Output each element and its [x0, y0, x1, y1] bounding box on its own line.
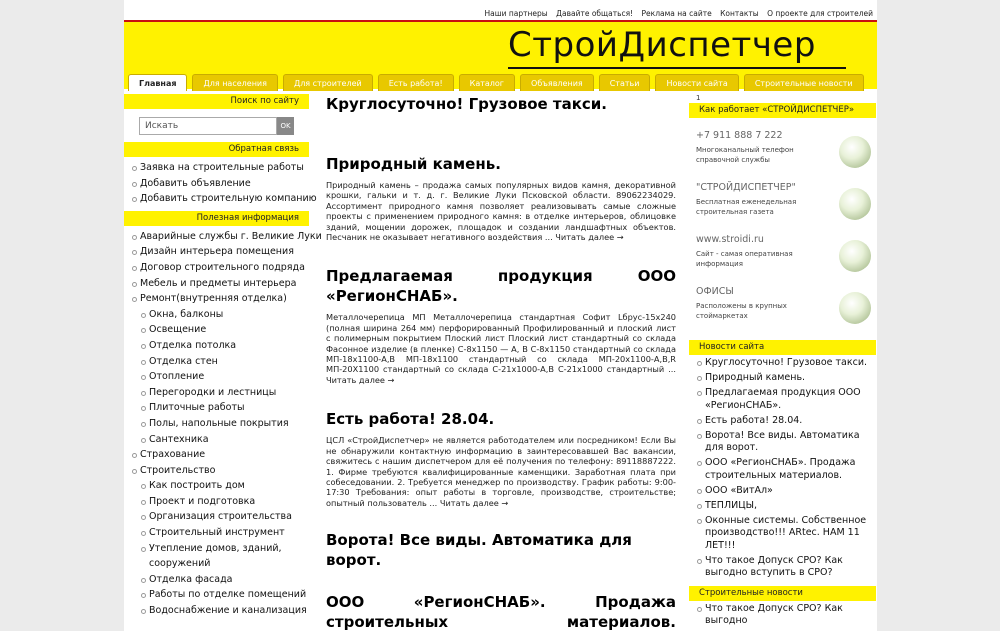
article-title[interactable]: ООО «РегионСНАБ». Продажа строительных материалов. [326, 593, 676, 631]
feedback-links [124, 157, 317, 211]
useful-link[interactable]: Отделка стен [124, 354, 309, 370]
promo-block[interactable] [689, 234, 876, 284]
news-item[interactable]: Что такое Допуск СРО? Как выгодно вступить в СРО? [689, 553, 876, 580]
top-link-chat[interactable]: Давайте общаться! [556, 9, 634, 18]
top-link-ads[interactable]: Реклама на сайте [641, 9, 712, 18]
article [326, 266, 676, 385]
office-man-icon [839, 292, 871, 324]
news-item[interactable]: Предлагаемая продукция ООО «РегионСНАБ». [689, 385, 876, 412]
promo-desc: Расположены в крупных стоймаркетах [696, 302, 787, 320]
top-link-partners[interactable]: Наши партнеры [484, 9, 548, 18]
promo-desc: Многоканальный телефон справочной службы [696, 146, 794, 164]
main-content [326, 94, 676, 631]
article [326, 592, 676, 631]
article-excerpt [326, 435, 676, 508]
article-title[interactable]: Есть работа! 28.04. [326, 410, 495, 429]
main-nav [128, 74, 869, 91]
search-form [124, 109, 309, 142]
feedback-link[interactable]: Добавить объявление [124, 176, 309, 192]
build-news-title: Строительные новости [689, 586, 876, 601]
useful-links [124, 226, 322, 623]
how-title: Как работает «СТРОЙДИСПЕТЧЕР» [689, 103, 876, 118]
news-item[interactable]: ТЕПЛИЦЫ, [689, 498, 876, 513]
promo-title: ОФИСЫ [696, 286, 734, 297]
page [124, 0, 877, 631]
useful-link[interactable]: Сантехника [124, 432, 309, 448]
article-title[interactable]: Предлагаемая продукция ООО «РегионСНАБ». [326, 267, 676, 306]
read-more-link[interactable]: Читать далее → [326, 374, 395, 385]
useful-link[interactable]: Дизайн интерьера помещения [124, 244, 309, 260]
promo-list [689, 130, 876, 336]
news-item[interactable]: Природный камень. [689, 370, 876, 385]
promo-desc: Сайт - самая оперативная информация [696, 250, 793, 268]
site-logo[interactable] [508, 25, 816, 65]
useful-title: Полезная информация [124, 211, 309, 226]
article-excerpt [326, 180, 676, 242]
news-item[interactable]: Что такое Допуск СРО? Как выгодно [689, 601, 876, 628]
article [326, 94, 676, 114]
promo-block[interactable] [689, 182, 876, 232]
useful-link[interactable]: Договор строительного подряда [124, 260, 309, 276]
tab-articles[interactable]: Статьи [599, 74, 651, 91]
logo-part2: Диспетчер [618, 25, 816, 65]
useful-link[interactable]: Отопление [124, 369, 309, 385]
logo-underline [508, 67, 846, 69]
phone-girl-icon [839, 136, 871, 168]
search-input[interactable]: Искать [139, 117, 277, 135]
useful-link[interactable]: Строительный инструмент [124, 525, 309, 541]
tab-ads[interactable]: Объявления [520, 74, 594, 91]
useful-link[interactable]: сооружений [149, 558, 211, 570]
read-more-link[interactable]: Читать далее → [439, 497, 509, 508]
useful-link[interactable]: Как построить дом [124, 478, 309, 494]
useful-link[interactable]: Освещение [124, 322, 309, 338]
article [326, 530, 676, 570]
useful-link[interactable]: Перегородки и лестницы [124, 385, 309, 401]
useful-link[interactable]: Строительство [124, 463, 309, 479]
promo-desc: Бесплатная еженедельная строительная газета [696, 198, 797, 216]
logo-part1: Строй [508, 25, 619, 65]
promo-title: www.stroidi.ru [696, 234, 764, 245]
tab-build-news[interactable]: Строительные новости [744, 74, 864, 91]
article-excerpt [326, 312, 676, 385]
news-item[interactable]: ООО «РегионСНАБ». Продажа строительных материалов. [689, 455, 876, 482]
laptop-icon [839, 240, 871, 272]
feedback-link[interactable]: Добавить строительную компанию [124, 191, 309, 207]
top-links [479, 9, 873, 18]
promo-block[interactable] [689, 130, 876, 180]
useful-link[interactable]: Организация строительства [124, 509, 309, 525]
newspaper-icon [839, 188, 871, 220]
article-title[interactable]: Ворота! Все виды. Автоматика для ворот. [326, 531, 632, 570]
tab-for-people[interactable]: Для населения [192, 74, 277, 91]
promo-title: "СТРОЙДИСПЕТЧЕР" [696, 182, 796, 193]
article [326, 154, 676, 242]
article-text: ЦСЛ «СтройДиспетчер» не является работодателем или посредником! Если Вы не обнаружили контактную информацию в заинтересовавшей Вас вакансии, свяжитесь с нашим диспетчером для её получения по телефону: 89118887222. 1. Фирме требуются квалифицированные каменщики. Заработная плата при собеседовании. 2. Требуется менеджер по производству. График работы: 9:00-17:30 Требования: опыт работы в торговле, производстве, строительстве; опытный пользователь ... [326, 435, 676, 508]
useful-link[interactable]: Работы по отделке помещений [124, 587, 309, 603]
article-title[interactable]: Круглосуточно! Грузовое такси. [326, 95, 607, 113]
useful-link[interactable]: Мебель и предметы интерьера [124, 276, 309, 292]
counter: 1 [696, 94, 701, 102]
tab-catalog[interactable]: Каталог [459, 74, 515, 91]
useful-link[interactable]: Плиточные работы [124, 400, 309, 416]
article-text: Металлочерепица МП Металлочерепица стандартная Софит Lбрус-15х240 (полная ширина 264 мм) перфорированный Профилированный и плоский лист с полимерным покрытием Плоский лист Плоский лист стандартный со склада Фасонное изделие (в пленке) С-8х1150 — А, В С-8х1150 стандартный со склада МП-18х1100-А,В МП-18х1100 стандартный со склада МП-20х1100-А,В,R МП-20Х1100 стандартный со склада С-21х1000-А,В С-21х1000 стандартный ... [326, 312, 676, 375]
left-sidebar [124, 94, 322, 623]
right-sidebar [689, 94, 876, 629]
news-item[interactable]: Оконные системы. Собственное производство!!! ARtec. НАМ 11 ЛЕТ!!! [689, 513, 876, 553]
useful-link[interactable]: Водоснабжение и канализация [124, 603, 309, 619]
useful-link[interactable]: Аварийные службы г. Великие Луки [124, 229, 309, 245]
useful-link[interactable]: Ремонт(внутренняя отделка) [124, 291, 309, 307]
useful-link[interactable]: Проект и подготовка [124, 494, 309, 510]
article [326, 409, 676, 508]
useful-link[interactable]: Отделка фасада [124, 572, 309, 588]
useful-link[interactable]: Окна, балконы [124, 307, 309, 323]
search-button[interactable]: OK [277, 117, 294, 135]
feedback-link[interactable]: Заявка на строительные работы [124, 160, 309, 176]
feedback-title: Обратная связь [124, 142, 309, 157]
news-item[interactable]: Круглосуточно! Грузовое такси. [689, 355, 876, 370]
news-item[interactable]: Есть работа! 28.04. [689, 413, 876, 428]
news-list [689, 355, 876, 580]
useful-link[interactable]: Страхование [124, 447, 309, 463]
promo-block[interactable] [689, 286, 876, 336]
article-text: Природный камень – продажа самых популярных видов камня, декоративной крошки, гальки и т. д. г. Великие Луки Псковской области. 89062234029. Ассортимент природного камня позволяет реализовывать самые сложные проекты с применением природного камня: в отделке интерьеров, облицовке зданий, мощении дорожек, площадок и создании ландшафтных объектов. Песчаник не оказывает негативного воздействия ... [326, 180, 676, 243]
news-item[interactable]: Ворота! Все виды. Автоматика для ворот. [689, 428, 876, 455]
build-news-list [689, 601, 876, 628]
article-title[interactable]: Природный камень. [326, 155, 501, 173]
top-link-about[interactable]: О проекте для строителей [767, 9, 873, 18]
useful-link[interactable]: Утепление домов, зданий, [124, 541, 309, 557]
search-title: Поиск по сайту [124, 94, 309, 109]
useful-link[interactable]: Отделка потолка [124, 338, 309, 354]
tab-jobs[interactable]: Есть работа! [378, 74, 454, 91]
useful-link[interactable]: Полы, напольные покрытия [124, 416, 309, 432]
read-more-link[interactable]: Читать далее → [555, 232, 624, 243]
tab-for-builders[interactable]: Для строителей [283, 74, 373, 91]
top-link-contacts[interactable]: Контакты [720, 9, 759, 18]
news-item[interactable]: ООО «ВитАл» [689, 483, 876, 498]
tab-site-news[interactable]: Новости сайта [655, 74, 738, 91]
tab-home[interactable]: Главная [128, 74, 187, 91]
header [124, 20, 877, 89]
news-title: Новости сайта [689, 340, 876, 355]
promo-title: +7 911 888 7 222 [696, 130, 783, 141]
